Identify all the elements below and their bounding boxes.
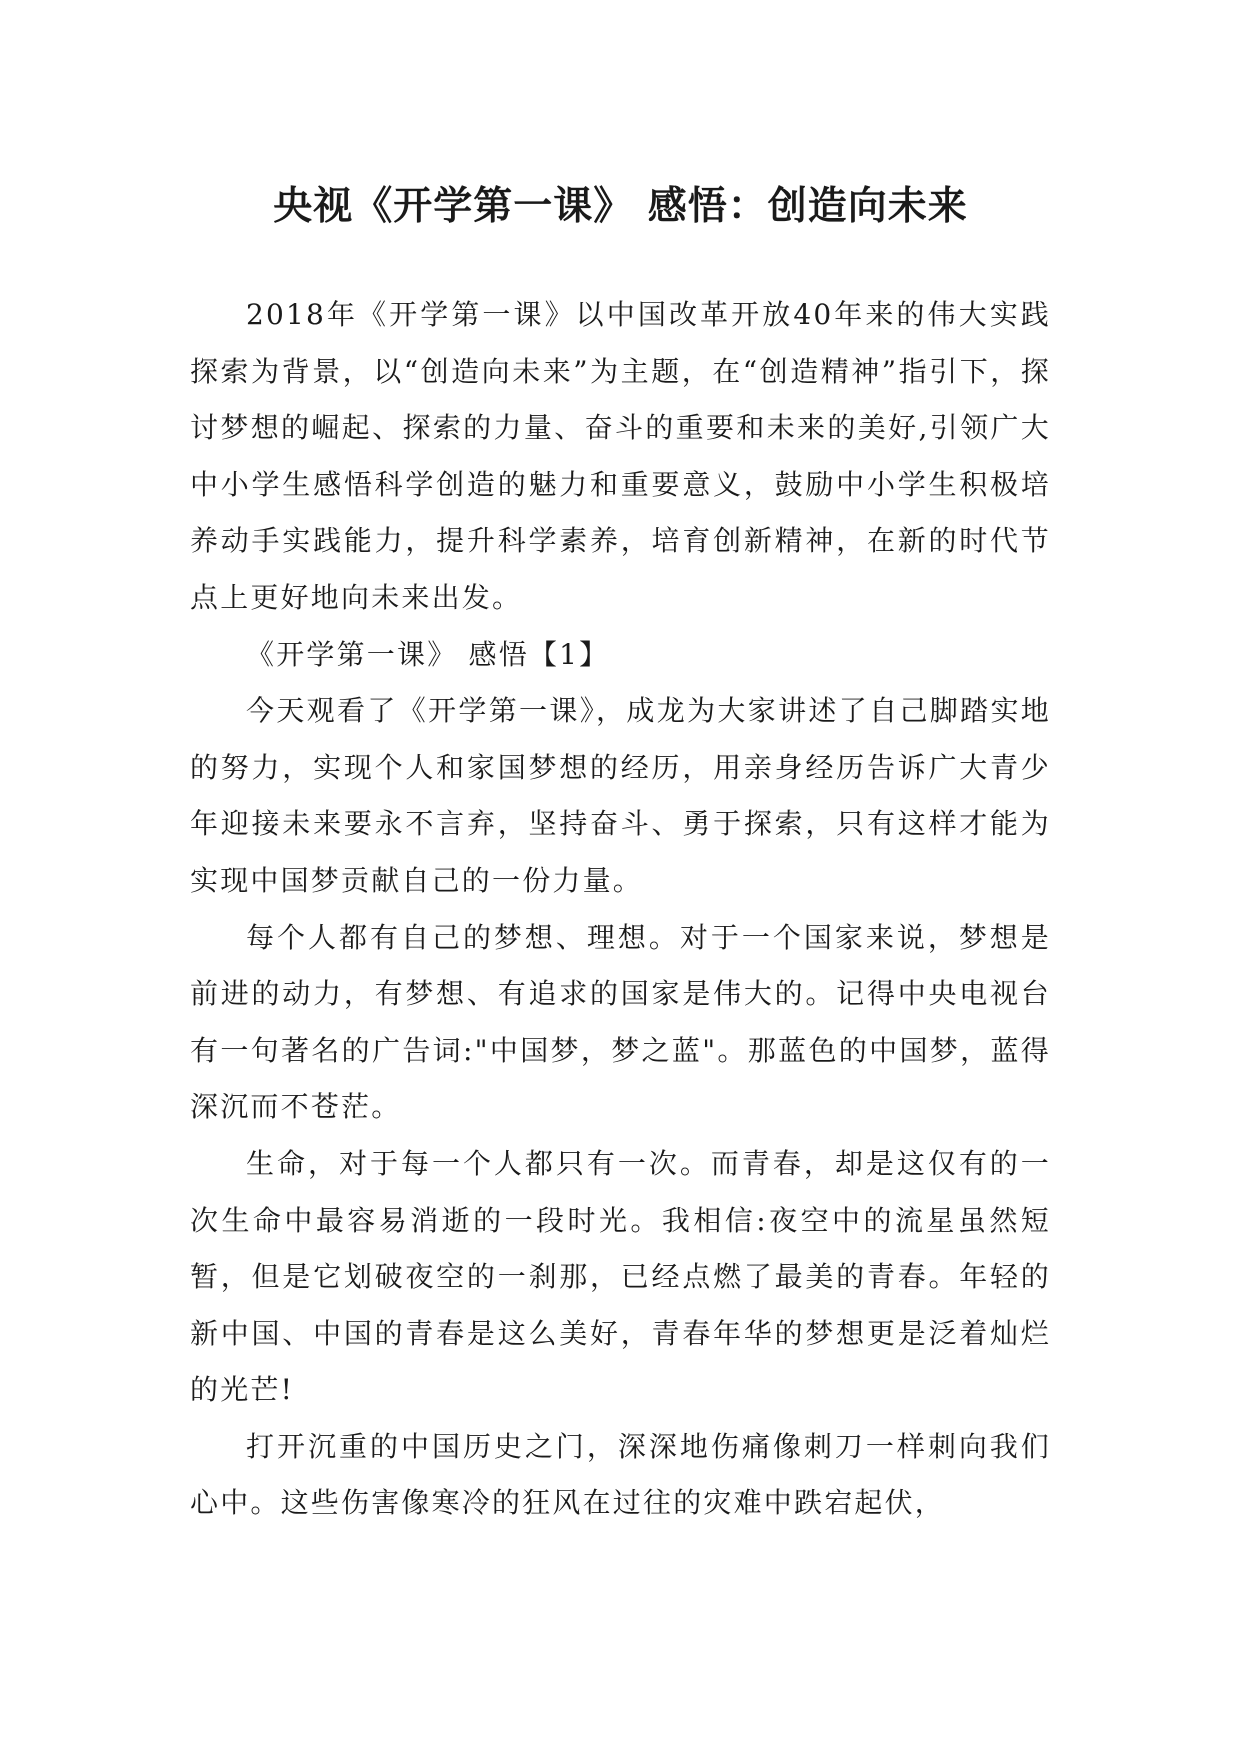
- section-paragraph-4: 打开沉重的中国历史之门，深深地伤痛像刺刀一样刺向我们心中。这些伤害像寒冷的狂风在过往的灾难中跌宕起伏，: [190, 1429, 1051, 1520]
- document-body: [190, 287, 1051, 1532]
- section-paragraph-2: 每个人都有自己的梦想、理想。对于一个国家来说，梦想是前进的动力，有梦想、有追求的国家是伟大的。记得中央电视台有一句著名的广告词:"中国梦，梦之蓝"。那蓝色的中国梦，蓝得深沉而不苍茫。: [190, 920, 1051, 1124]
- section-paragraph-3: 生命，对于每一个人都只有一次。而青春，却是这仅有的一次生命中最容易消逝的一段时光。我相信:夜空中的流星虽然短暂，但是它划破夜空的一刹那，已经点燃了最美的青春。年轻的新中国、中国的青春是这么美好，青春年华的梦想更是泛着灿烂的光芒!: [190, 1146, 1051, 1407]
- intro-paragraph: 2018年《开学第一课》以中国改革开放40年来的伟大实践探索为背景，以“创造向未来”为主题，在“创造精神”指引下，探讨梦想的崛起、探索的力量、奋斗的重要和未来的美好,引领广大中小学生感悟科学创造的魅力和重要意义，鼓励中小学生积极培养动手实践能力，提升科学素养，培育创新精神，在新的时代节点上更好地向未来出发。: [190, 298, 1051, 614]
- section-paragraph-1: 今天观看了《开学第一课》，成龙为大家讲述了自己脚踏实地的努力，实现个人和家国梦想的经历，用亲身经历告诉广大青少年迎接未来要永不言弃，坚持奋斗、勇于探索，只有这样才能为实现中国梦贡献自己的一份力量。: [190, 694, 1051, 897]
- document-title: 央视《开学第一课》 感悟：创造向未来: [273, 184, 968, 230]
- section-heading: 《开学第一课》 感悟【1】: [246, 637, 610, 671]
